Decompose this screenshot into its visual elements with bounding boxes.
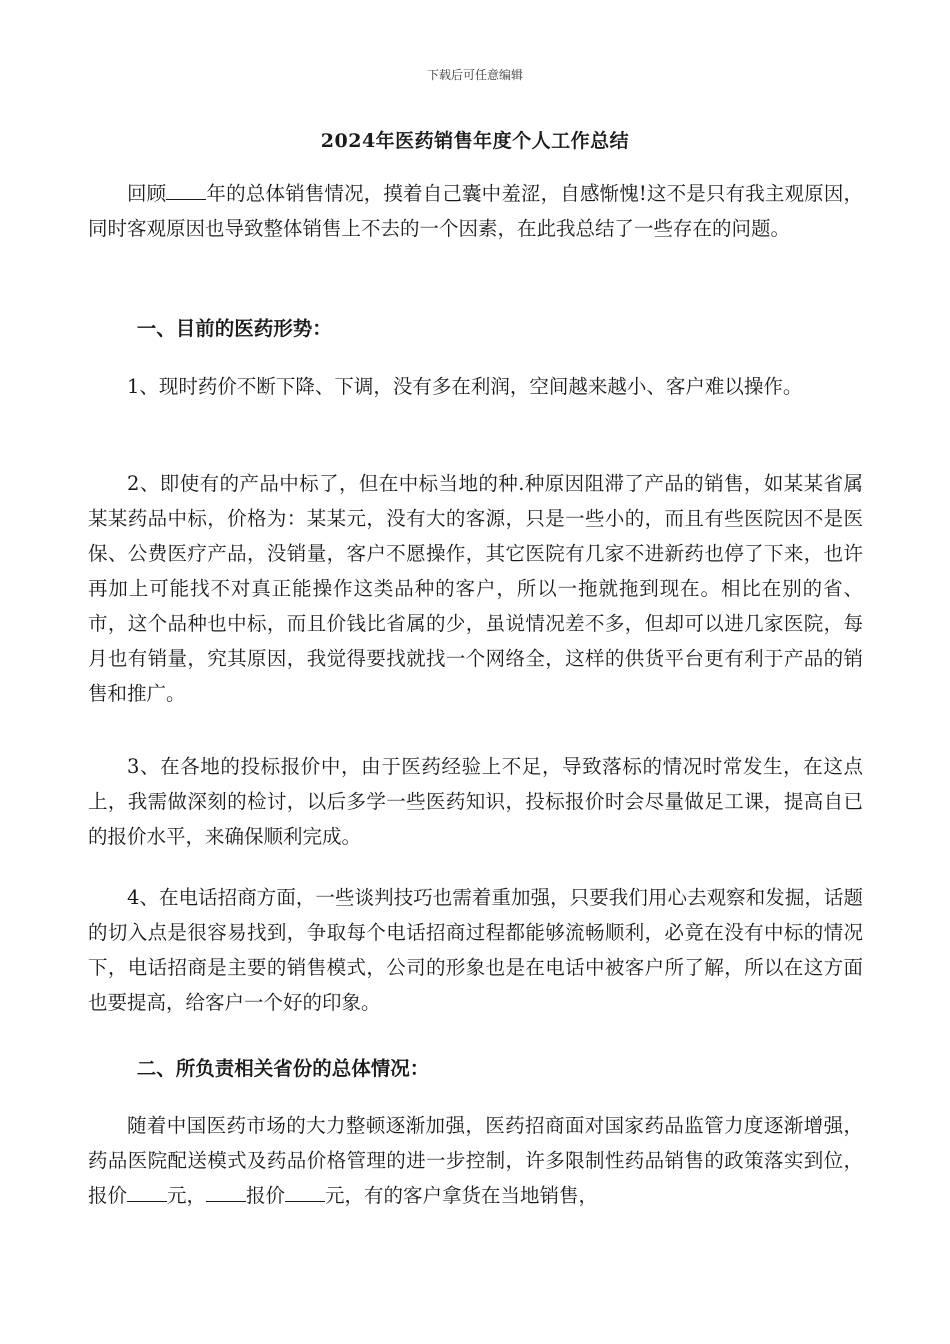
section1-item-2: 2、即使有的产品中标了，但在中标当地的种.种原因阻滞了产品的销售，如某某省属某某药品中标，价格为：某某元，没有大的客源，只是一些小的，而且有些医院因不是医保、公费医疗产品，没销量，客户不愿操作，其它医院有几家不进新药也停了下来，也许再加上可能找不对真正能操作这类品种的客户，所以一拖就拖到现在。相比在别的省、市，这个品种也中标，而且价钱比省属的少，虽说情况差不多，但却可以进几家医院，每月也有销量，究其原因，我觉得要找就找一个网络全，这样的供货平台更有利于产品的销售和推广。 bbox=[88, 472, 863, 705]
section2-text-c: 报价 bbox=[246, 1184, 286, 1207]
section1-item-3: 3、在各地的投标报价中，由于医药经验上不足，导致落标的情况时常发生，在这点上，我需做深刻的检讨，以后多学一些医药知识，投标报价时会尽量做足工课，提高自已的报价水平，来确保顺利完成。 bbox=[88, 755, 863, 848]
section1-item-4: 4、在电话招商方面，一些谈判技巧也需着重加强，只要我们用心去观察和发掘，话题的切入点是很容易找到，争取每个电话招商过程都能够流畅顺利，必竟在没有中标的情况下，电话招商是主要的销售模式，公司的形象也是在电话中被客户所了解，所以在这方面也要提高，给客户一个好的印象。 bbox=[88, 886, 863, 1014]
section2-text-b: 元， bbox=[167, 1184, 207, 1207]
document-title: 2024年医药销售年度个人工作总结 bbox=[320, 130, 630, 152]
blank-underline bbox=[285, 1183, 325, 1202]
intro-text-start: 回顾 bbox=[127, 182, 167, 205]
blank-underline bbox=[206, 1183, 246, 1202]
section2-text-a: 随着中国医药市场的大力整顿逐渐加强，医药招商面对国家药品监管力度逐渐增强，药品医院配送模式及药品价格管理的进一步控制，许多限制性药品销售的政策落实到位，报价 bbox=[88, 1114, 863, 1207]
section1-item-1: 1、现时药价不断下降、下调，没有多在利润，空间越来越小、客户难以操作。 bbox=[127, 375, 803, 398]
blank-underline bbox=[166, 181, 206, 200]
section2-paragraph bbox=[88, 1108, 863, 1213]
intro-text-rest: 年的总体销售情况，摸着自己囊中羞涩，自感惭愧!这不是只有我主观原因，同时客观原因也导致整体销售上不去的一个因素，在此我总结了一些存在的问题。 bbox=[88, 182, 863, 240]
section2-heading: 二、所负责相关省份的总体情况： bbox=[136, 1057, 430, 1080]
section1-heading: 一、目前的医药形势： bbox=[136, 317, 332, 340]
header-note: 下载后可任意编辑 bbox=[426, 68, 523, 82]
intro-paragraph bbox=[88, 176, 863, 246]
section2-text-d: 元，有的客户拿货在当地销售， bbox=[325, 1184, 599, 1207]
blank-underline bbox=[127, 1183, 167, 1202]
